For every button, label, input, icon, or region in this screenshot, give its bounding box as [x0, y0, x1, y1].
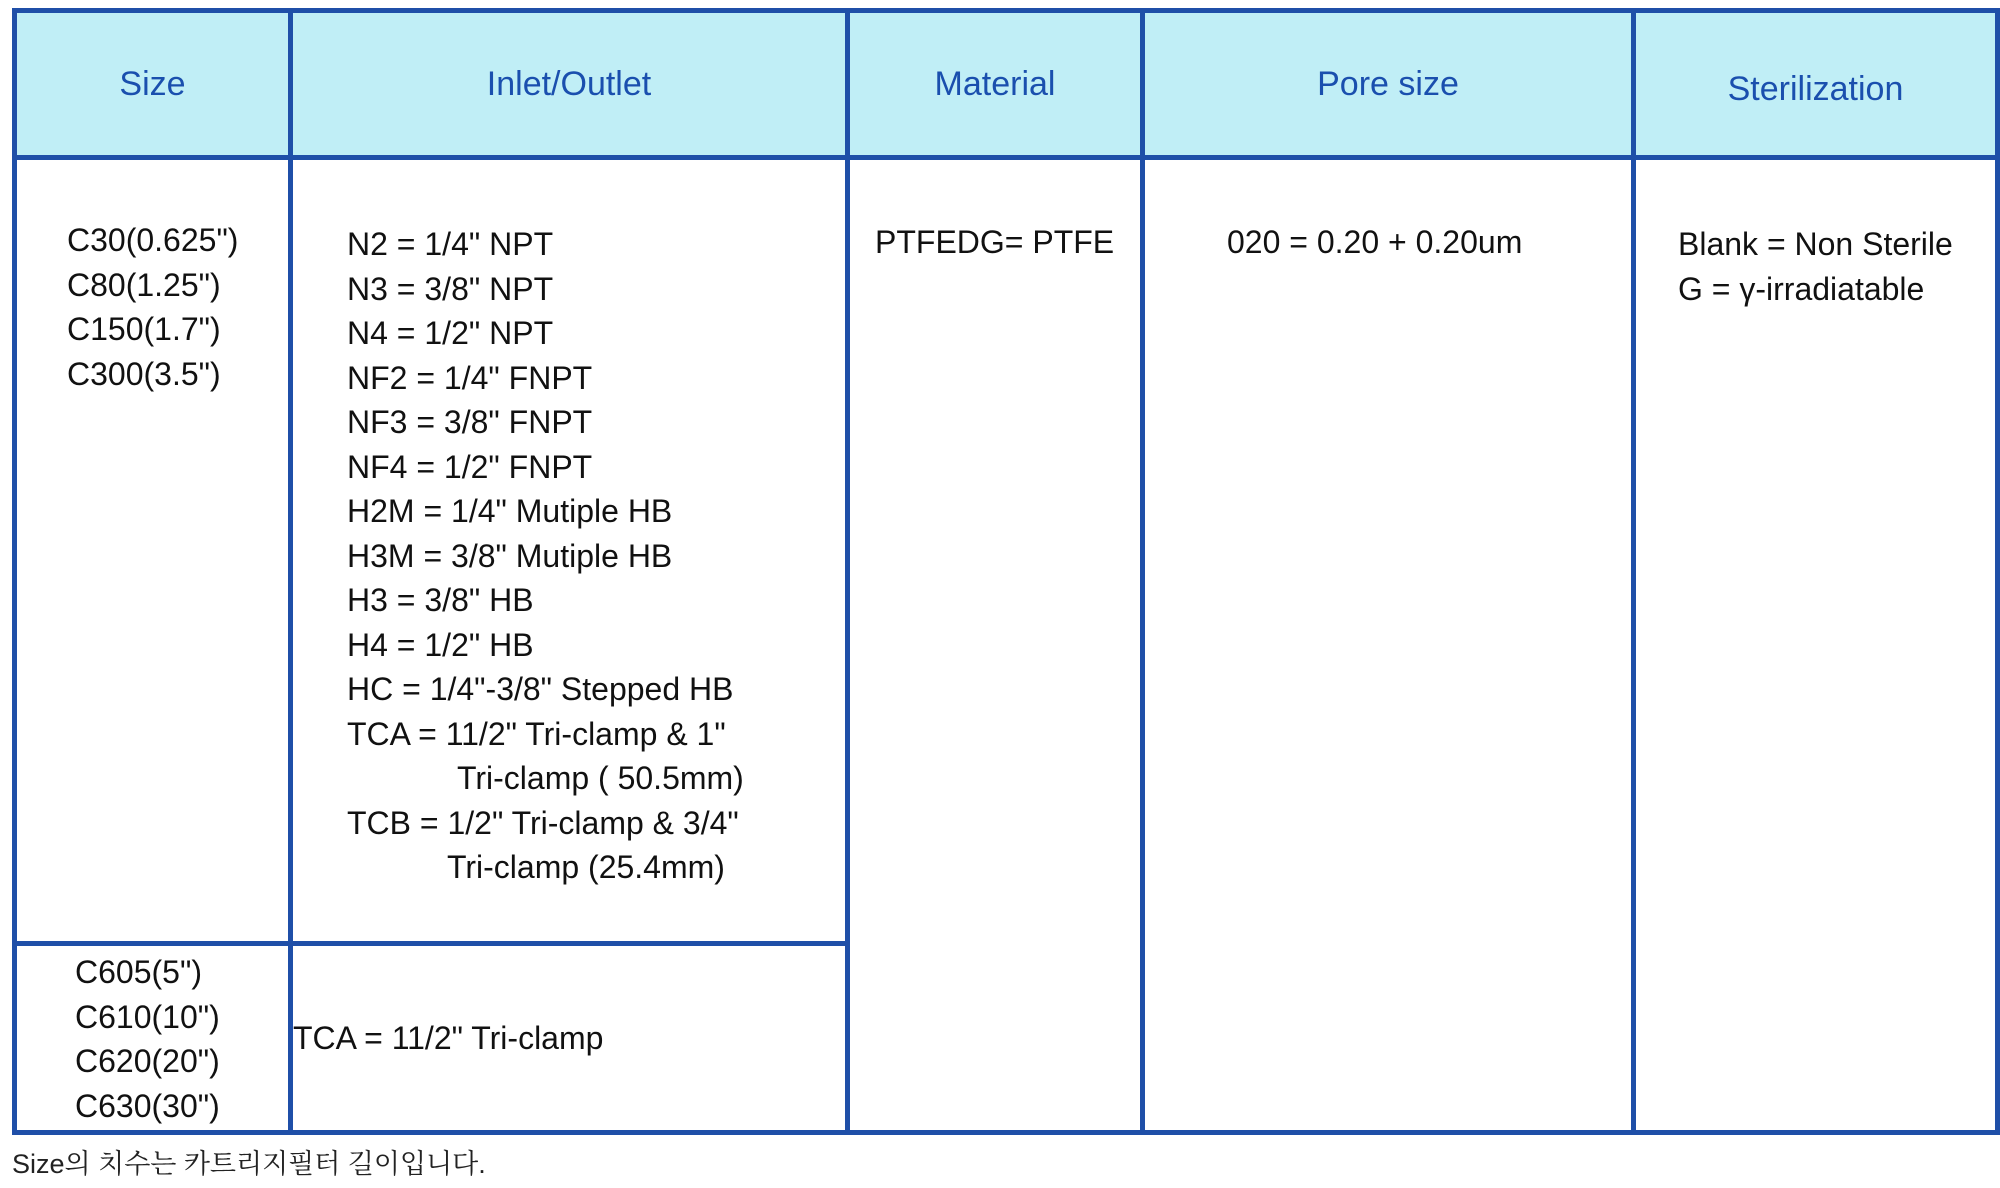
- size-item: C30(0.625"): [67, 222, 239, 258]
- header-material: Material: [848, 11, 1143, 158]
- inlet-outlet-item: TCA = 11/2" Tri-clamp: [293, 1019, 604, 1056]
- size-cell-group-2: [15, 944, 291, 1133]
- header-row: [15, 11, 1998, 158]
- spec-table-wrapper: [12, 8, 1995, 1135]
- header-size: Size: [15, 11, 291, 158]
- size-item: C620(20"): [75, 1043, 220, 1079]
- inlet-outlet-cell-group-2: [291, 944, 848, 1133]
- sterilization-item: Blank = Non Sterile: [1678, 226, 1953, 262]
- inlet-outlet-item: TCA = 11/2" Tri-clamp & 1": [347, 715, 726, 752]
- inlet-outlet-item-continuation: Tri-clamp (25.4mm): [447, 849, 725, 885]
- header-inlet-outlet: Inlet/Outlet: [291, 11, 848, 158]
- material-cell: [848, 158, 1143, 1133]
- size-cell-group-1: [15, 158, 291, 944]
- inlet-outlet-item: H2M = 1/4" Mutiple HB: [347, 493, 673, 529]
- size-item: C150(1.7"): [67, 311, 221, 347]
- size-item: C300(3.5"): [67, 355, 221, 392]
- header-pore-size: Pore size: [1143, 11, 1634, 158]
- size-item: C630(30"): [75, 1087, 220, 1124]
- footnote: Size의 치수는 카트리지필터 길이입니다.: [12, 1149, 486, 1179]
- header-sterilization: Sterilization: [1634, 11, 1998, 158]
- filter-spec-table: [12, 8, 2000, 1135]
- material-value: PTFEDG= PTFE: [875, 224, 1115, 260]
- inlet-outlet-item: N4 = 1/2" NPT: [347, 315, 554, 351]
- inlet-outlet-item: H3 = 3/8" HB: [347, 582, 534, 618]
- size-item: C610(10"): [75, 998, 220, 1035]
- pore-size-value: 020 = 0.20 + 0.20um: [1227, 224, 1523, 260]
- inlet-outlet-item: H3M = 3/8" Mutiple HB: [347, 537, 673, 574]
- inlet-outlet-item: HC = 1/4"-3/8" Stepped HB: [347, 671, 734, 707]
- size-item: C605(5"): [75, 954, 202, 990]
- inlet-outlet-item: TCB = 1/2" Tri-clamp & 3/4": [347, 804, 739, 841]
- inlet-outlet-item: NF4 = 1/2" FNPT: [347, 448, 593, 485]
- inlet-outlet-item-continuation: Tri-clamp ( 50.5mm): [457, 760, 744, 796]
- inlet-outlet-item: NF3 = 3/8" FNPT: [347, 404, 593, 440]
- sterilization-cell: [1634, 158, 1998, 1133]
- inlet-outlet-item: NF2 = 1/4" FNPT: [347, 359, 593, 396]
- inlet-outlet-cell-group-1: [291, 158, 848, 944]
- sterilization-item: G = γ-irradiatable: [1678, 270, 1925, 307]
- pore-size-cell: [1143, 158, 1634, 1133]
- inlet-outlet-item: N3 = 3/8" NPT: [347, 270, 554, 307]
- body-row-1: [15, 158, 1998, 944]
- inlet-outlet-item: H4 = 1/2" HB: [347, 626, 534, 663]
- inlet-outlet-item: N2 = 1/4" NPT: [347, 226, 554, 262]
- size-item: C80(1.25"): [67, 266, 221, 303]
